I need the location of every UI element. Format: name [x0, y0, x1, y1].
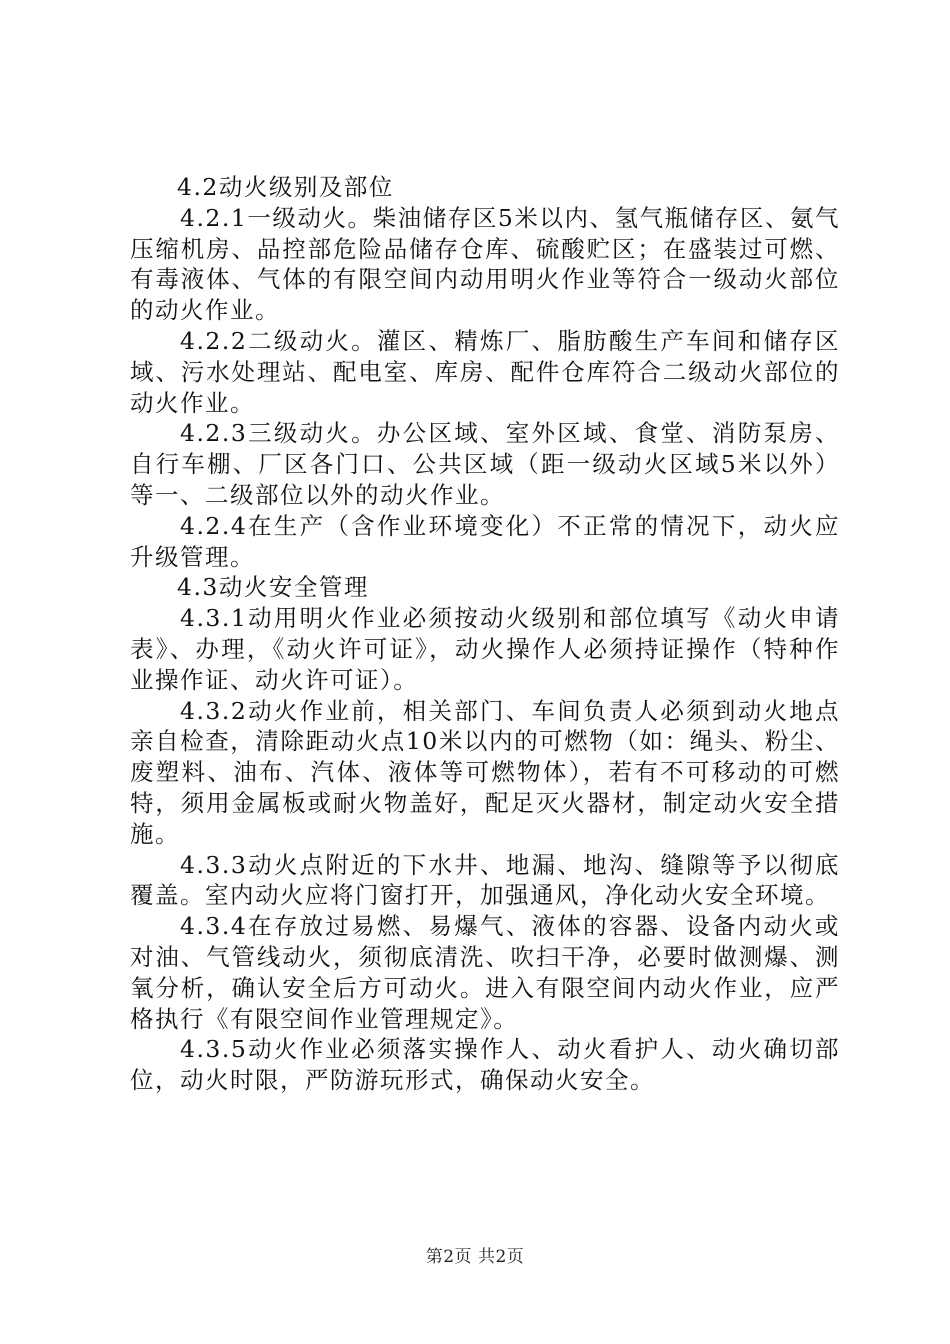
clause-4-3-5: 4.3.5动火作业必须落实操作人、动火看护人、动火确切部位，动火时限，严防游玩形式，确保动火安全。 [130, 1035, 840, 1095]
clause-4-2-2: 4.2.2二级动火。灌区、精炼厂、脂肪酸生产车间和储存区域、污水处理站、配电室、库房、配件仓库符合二级动火部位的动火作业。 [130, 326, 840, 417]
clause-4-3-2: 4.3.2动火作业前，相关部门、车间负责人必须到动火地点亲自检查，清除距动火点10米以内的可燃物（如：绳头、粉尘、废塑料、油布、汽体、液体等可燃物体），若有不可移动的可燃特，须用金属板或耐火物盖好，配足灭火器材，制定动火安全措施。 [130, 696, 840, 848]
section-heading-4-2: 4.2动火级别及部位 [177, 173, 394, 201]
clause-4-3-1: 4.3.1动用明火作业必须按动火级别和部位填写《动火申请表》、办理，《动火许可证》，动火操作人必须持证操作（特种作业操作证、动火许可证）。 [130, 604, 840, 694]
section-heading-4-3: 4.3动火安全管理 [177, 573, 369, 602]
clause-4-3-3: 4.3.3动火点附近的下水井、地漏、地沟、缝隙等予以彻底覆盖。室内动火应将门窗打开，加强通风，净化动火安全环境。 [130, 850, 840, 910]
clause-4-2-3: 4.2.3三级动火。办公区域、室外区域、食堂、消防泵房、自行车棚、厂区各门口、公共区域（距一级动火区域5米以外）等一、二级部位以外的动火作业。 [130, 419, 840, 509]
clause-4-2-1: 4.2.1一级动火。柴油储存区5米以内、氢气瓶储存区、氨气压缩机房、品控部危险品储存仓库、硫酸贮区；在盛装过可燃、有毒液体、气体的有限空间内动用明火作业等符合一级动火部位的动火作业。 [130, 203, 840, 325]
page-number-footer: 第2页 共2页 [425, 1247, 525, 1267]
clause-4-2-4: 4.2.4在生产（含作业环境变化）不正常的情况下，动火应升级管理。 [130, 511, 840, 571]
document-body [130, 172, 840, 1096]
clause-4-3-4: 4.3.4在存放过易燃、易爆气、液体的容器、设备内动火或对油、气管线动火，须彻底清洗、吹扫干净，必要时做测爆、测氧分析，确认安全后方可动火。进入有限空间内动火作业，应严格执行《有限空间作业管理规定》。 [130, 912, 840, 1033]
